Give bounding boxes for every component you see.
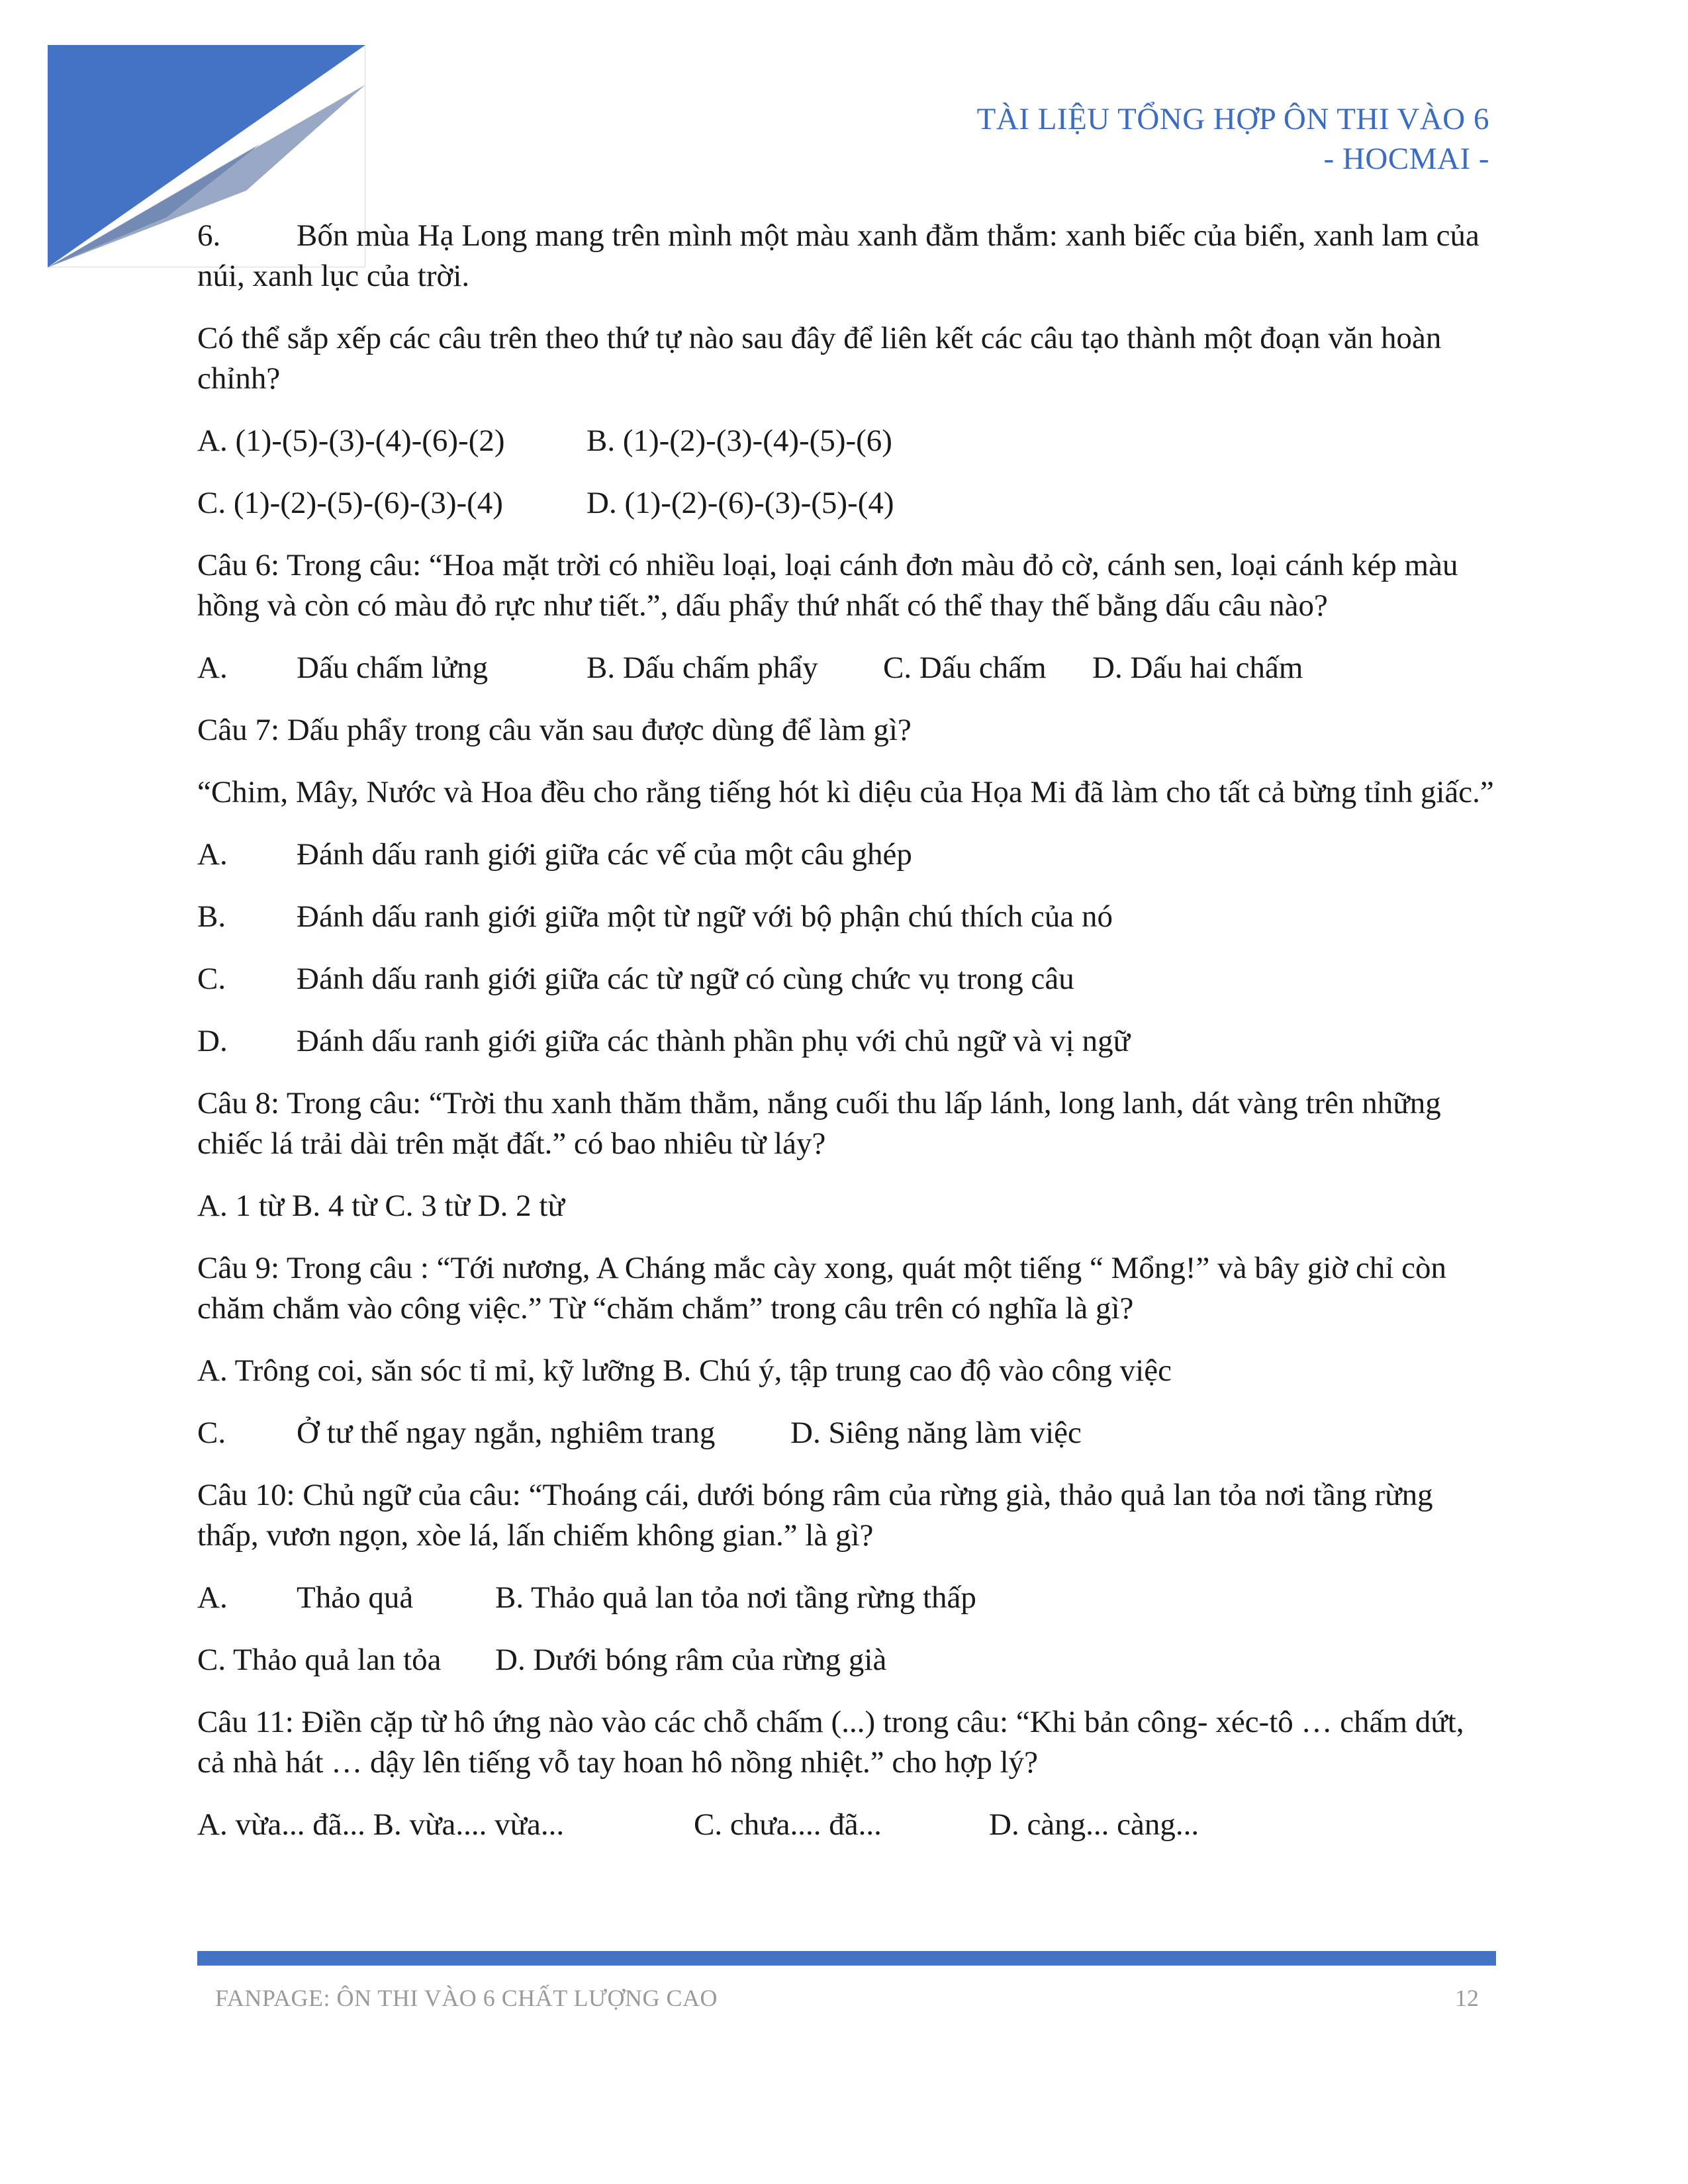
option-text: Đánh dấu ranh giới giữa các thành phần phụ với chủ ngữ và vị ngữ bbox=[297, 1024, 1131, 1058]
q9-options-cd bbox=[197, 1413, 1495, 1453]
q9-options-ab: A. Trông coi, săn sóc tỉ mỉ, kỹ lưỡng B. Chú ý, tập trung cao độ vào công việc bbox=[197, 1353, 1172, 1388]
q5-options-ab bbox=[197, 421, 1495, 461]
question-10: Câu 10: Chủ ngữ của câu: “Thoáng cái, dưới bóng râm của rừng già, thảo quả lan tỏa nơi tầng rừng thấp, vươn ngọn, xòe lá, lấn chiếm không gian.” là gì? bbox=[197, 1478, 1433, 1553]
q10-option-b: B. Thảo quả lan tỏa nơi tầng rừng thấp bbox=[495, 1580, 976, 1615]
option-letter: A. bbox=[197, 837, 228, 872]
q6-option-d: D. Dấu hai chấm bbox=[1092, 651, 1303, 685]
q9-option-c-letter: C. bbox=[197, 1416, 226, 1450]
question-7: Câu 7: Dấu phẩy trong câu văn sau được dùng để làm gì? bbox=[197, 713, 912, 747]
q10-option-d: D. Dưới bóng râm của rừng già bbox=[495, 1643, 887, 1677]
q10-option-c: C. Thảo quả lan tỏa bbox=[197, 1643, 442, 1677]
q5-option-b: B. (1)-(2)-(3)-(4)-(5)-(6) bbox=[586, 424, 892, 458]
q7-option-b bbox=[197, 897, 1495, 937]
q6-option-a: Dấu chấm lửng bbox=[297, 651, 489, 685]
q6-option-b: B. Dấu chấm phẩy bbox=[586, 651, 818, 685]
option-text: Đánh dấu ranh giới giữa các từ ngữ có cùng chức vụ trong câu bbox=[297, 962, 1074, 996]
option-text: Đánh dấu ranh giới giữa các vế của một câu ghép bbox=[297, 837, 912, 872]
sentence-6 bbox=[197, 216, 1495, 296]
q10-option-a: Thảo quả bbox=[297, 1580, 414, 1615]
q5-option-c: C. (1)-(2)-(5)-(6)-(3)-(4) bbox=[197, 486, 503, 520]
q6-options bbox=[197, 648, 1495, 688]
q9-option-c: Ở tư thế ngay ngắn, nghiêm trang bbox=[297, 1416, 716, 1450]
question-8: Câu 8: Trong câu: “Trời thu xanh thăm thẳm, nắng cuối thu lấp lánh, long lanh, dát vàng trên những chiếc lá trải dài trên mặt đất.” có bao nhiêu từ láy? bbox=[197, 1086, 1441, 1161]
question-5: Có thể sắp xếp các câu trên theo thứ tự nào sau đây để liên kết các câu tạo thành một đoạn văn hoàn chỉnh? bbox=[197, 321, 1442, 396]
question-9: Câu 9: Trong câu : “Tới nương, A Cháng mắc cày xong, quát một tiếng “ Mổng!” và bây giờ chỉ còn chăm chắm vào công việc.” Từ “chăm chắm” trong câu trên có nghĩa là gì? bbox=[197, 1251, 1447, 1326]
document-body bbox=[197, 216, 1495, 1867]
sentence-number: 6. bbox=[197, 218, 221, 253]
option-text: Đánh dấu ranh giới giữa một từ ngữ với bộ phận chú thích của nó bbox=[297, 899, 1113, 934]
q7-quote: “Chim, Mây, Nước và Hoa đều cho rằng tiếng hót kì diệu của Họa Mi đã làm cho tất cả bừng tỉnh giấc.” bbox=[197, 775, 1494, 809]
footer-fanpage: FANPAGE: ÔN THI VÀO 6 CHẤT LƯỢNG CAO bbox=[215, 1985, 718, 2011]
q6-option-c: C. Dấu chấm bbox=[883, 651, 1047, 685]
q7-option-a bbox=[197, 835, 1495, 875]
option-letter: D. bbox=[197, 1024, 228, 1058]
q11-option-d: D. càng... càng... bbox=[989, 1807, 1199, 1842]
q6-option-a-letter: A. bbox=[197, 651, 228, 685]
q11-option-c: C. chưa.... đã... bbox=[694, 1807, 882, 1842]
q10-options-cd bbox=[197, 1640, 1495, 1680]
option-letter: C. bbox=[197, 962, 226, 996]
question-6: Câu 6: Trong câu: “Hoa mặt trời có nhiều loại, loại cánh đơn màu đỏ cờ, cánh sen, loại cánh kép màu hồng và còn có màu đỏ rực như tiết.”, dấu phẩy thứ nhất có thể thay thế bằng dấu câu nào? bbox=[197, 548, 1458, 623]
q10-option-a-letter: A. bbox=[197, 1580, 228, 1615]
question-11: Câu 11: Điền cặp từ hô ứng nào vào các chỗ chấm (...) trong câu: “Khi bản công- xéc-tô … chấm dứt, cả nhà hát … dậy lên tiếng vỗ tay hoan hô nồng nhiệt.” cho hợp lý? bbox=[197, 1705, 1464, 1780]
q8-options: A. 1 từ B. 4 từ C. 3 từ D. 2 từ bbox=[197, 1189, 565, 1223]
q11-options bbox=[197, 1805, 1495, 1845]
q5-option-a: A. (1)-(5)-(3)-(4)-(6)-(2) bbox=[197, 424, 505, 458]
header-title: TÀI LIỆU TỔNG HỢP ÔN THI VÀO 6 bbox=[976, 102, 1489, 136]
document-header bbox=[977, 99, 1489, 179]
header-subtitle: - HOCMAI - bbox=[1323, 142, 1489, 176]
q10-options-ab bbox=[197, 1578, 1495, 1618]
footer-divider bbox=[197, 1951, 1496, 1966]
option-letter: B. bbox=[197, 899, 226, 934]
q7-option-d bbox=[197, 1021, 1495, 1062]
q7-option-c bbox=[197, 959, 1495, 999]
q5-option-d: D. (1)-(2)-(6)-(3)-(5)-(4) bbox=[586, 486, 894, 520]
sentence-text: Bốn mùa Hạ Long mang trên mình một màu xanh đằm thắm: xanh biếc của biển, xanh lam của núi, xanh lục của trời. bbox=[197, 218, 1479, 293]
page-number: 12 bbox=[1455, 1985, 1479, 2011]
q5-options-cd bbox=[197, 483, 1495, 523]
q9-option-d: D. Siêng năng làm việc bbox=[790, 1416, 1082, 1450]
q11-options-ab: A. vừa... đã... B. vừa.... vừa... bbox=[197, 1807, 565, 1842]
